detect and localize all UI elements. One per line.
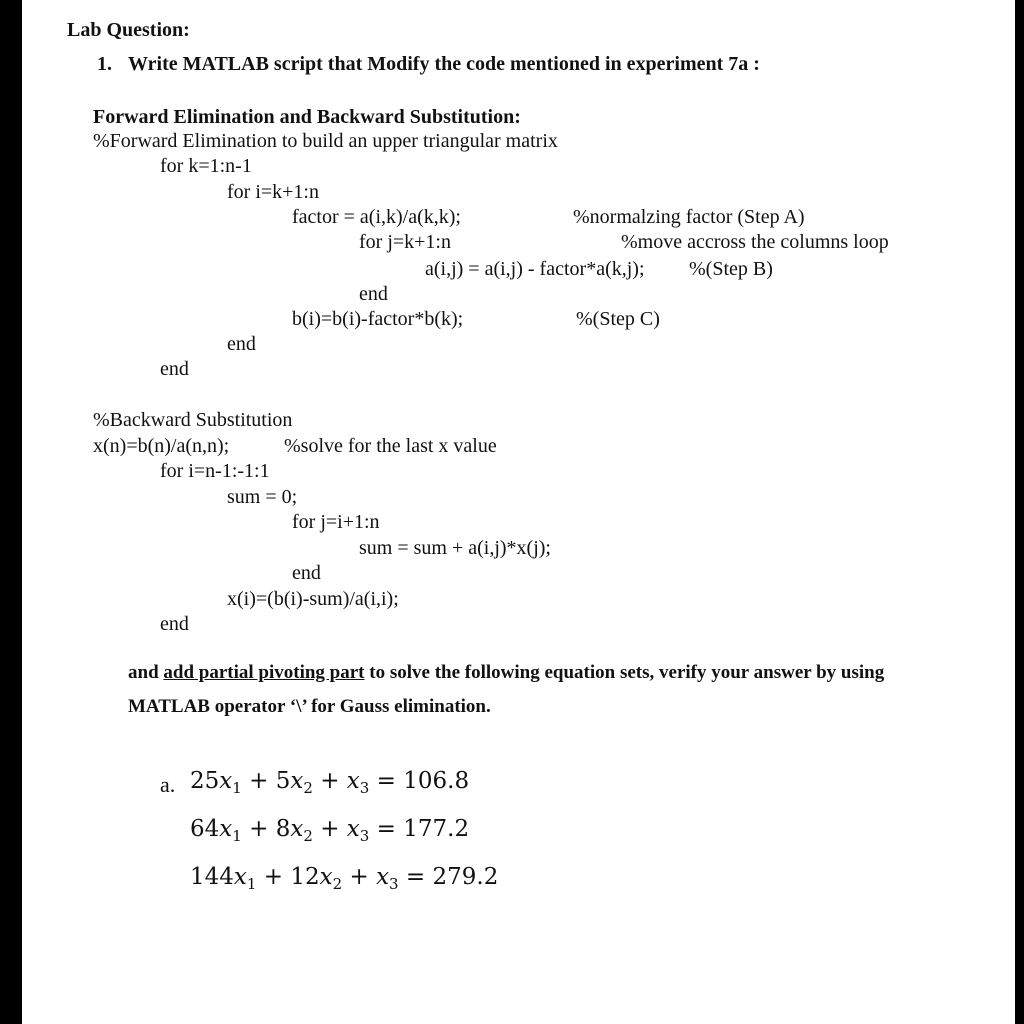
document-page [22,0,1015,1024]
code-for-j-comment: %move accross the columns loop [621,231,889,253]
question-number: 1. [97,53,112,75]
code-factor-comment: %normalzing factor (Step A) [573,206,805,228]
instruction-line-2: MATLAB operator ‘\’ for Gauss elimination. [128,696,491,717]
question-text: Write MATLAB script that Modify the code mentioned in experiment 7a : [128,53,760,75]
instruction-line-1 [128,663,884,682]
code-xi: x(i)=(b(i)-sum)/a(i,i); [227,588,399,610]
eq2-rhs: 177.2 [403,816,470,842]
equation-row: $144x_1 + 12x_2 + x_3 = 279.2$ [190,864,499,893]
eq2-c2: 8 [275,816,291,842]
eq1-rhs: 106.8 [403,768,470,794]
instruction-pre: and [128,662,159,683]
code-factor: factor = a(i,k)/a(k,k); [292,206,461,228]
eq1-c1: 25 [190,768,220,794]
instruction-underlined: add partial pivoting part [163,662,365,683]
code-back-for-j: for j=i+1:n [292,511,380,533]
code-xn-comment: %solve for the last x value [284,435,497,457]
code-xn: x(n)=b(n)/a(n,n); [93,435,230,457]
code-end-j: end [359,283,388,305]
code-aij: a(i,j) = a(i,j) - factor*a(k,j); [425,258,645,280]
eq3-rhs: 279.2 [432,864,499,890]
eq2-c1: 64 [190,816,220,842]
instruction-post: to solve the following equation sets, verify your answer by using [369,662,885,683]
forward-comment: %Forward Elimination to build an upper triangular matrix [93,130,558,152]
equation-row: $64x_1 + 8x_2 + x_3 = 177.2$ [190,816,470,845]
code-aij-comment: %(Step B) [689,258,773,280]
code-end-i: end [227,333,256,355]
code-bi-comment: %(Step C) [576,308,660,330]
eq3-c1: 144 [190,864,234,890]
eq1-c2: 5 [275,768,291,794]
code-for-k: for k=1:n-1 [160,155,252,177]
equation-row: $25x_1 + 5x_2 + x_3 = 106.8$ [190,768,470,797]
code-bi: b(i)=b(i)-factor*b(k); [292,308,464,330]
backward-comment: %Backward Substitution [93,409,293,431]
section-heading: Forward Elimination and Backward Substitution: [93,106,521,128]
equation-label: a. [160,772,176,797]
eq3-c2: 12 [290,864,320,890]
code-back-for-i: for i=n-1:-1:1 [160,460,270,482]
code-end-k: end [160,358,189,380]
code-back-end-i: end [160,613,189,635]
code-for-i: for i=k+1:n [227,181,319,203]
lab-question-title: Lab Question: [67,19,190,41]
code-back-end-j: end [292,562,321,584]
code-for-j: for j=k+1:n [359,231,451,253]
code-sum-init: sum = 0; [227,486,298,508]
code-sum-update: sum = sum + a(i,j)*x(j); [359,537,551,559]
